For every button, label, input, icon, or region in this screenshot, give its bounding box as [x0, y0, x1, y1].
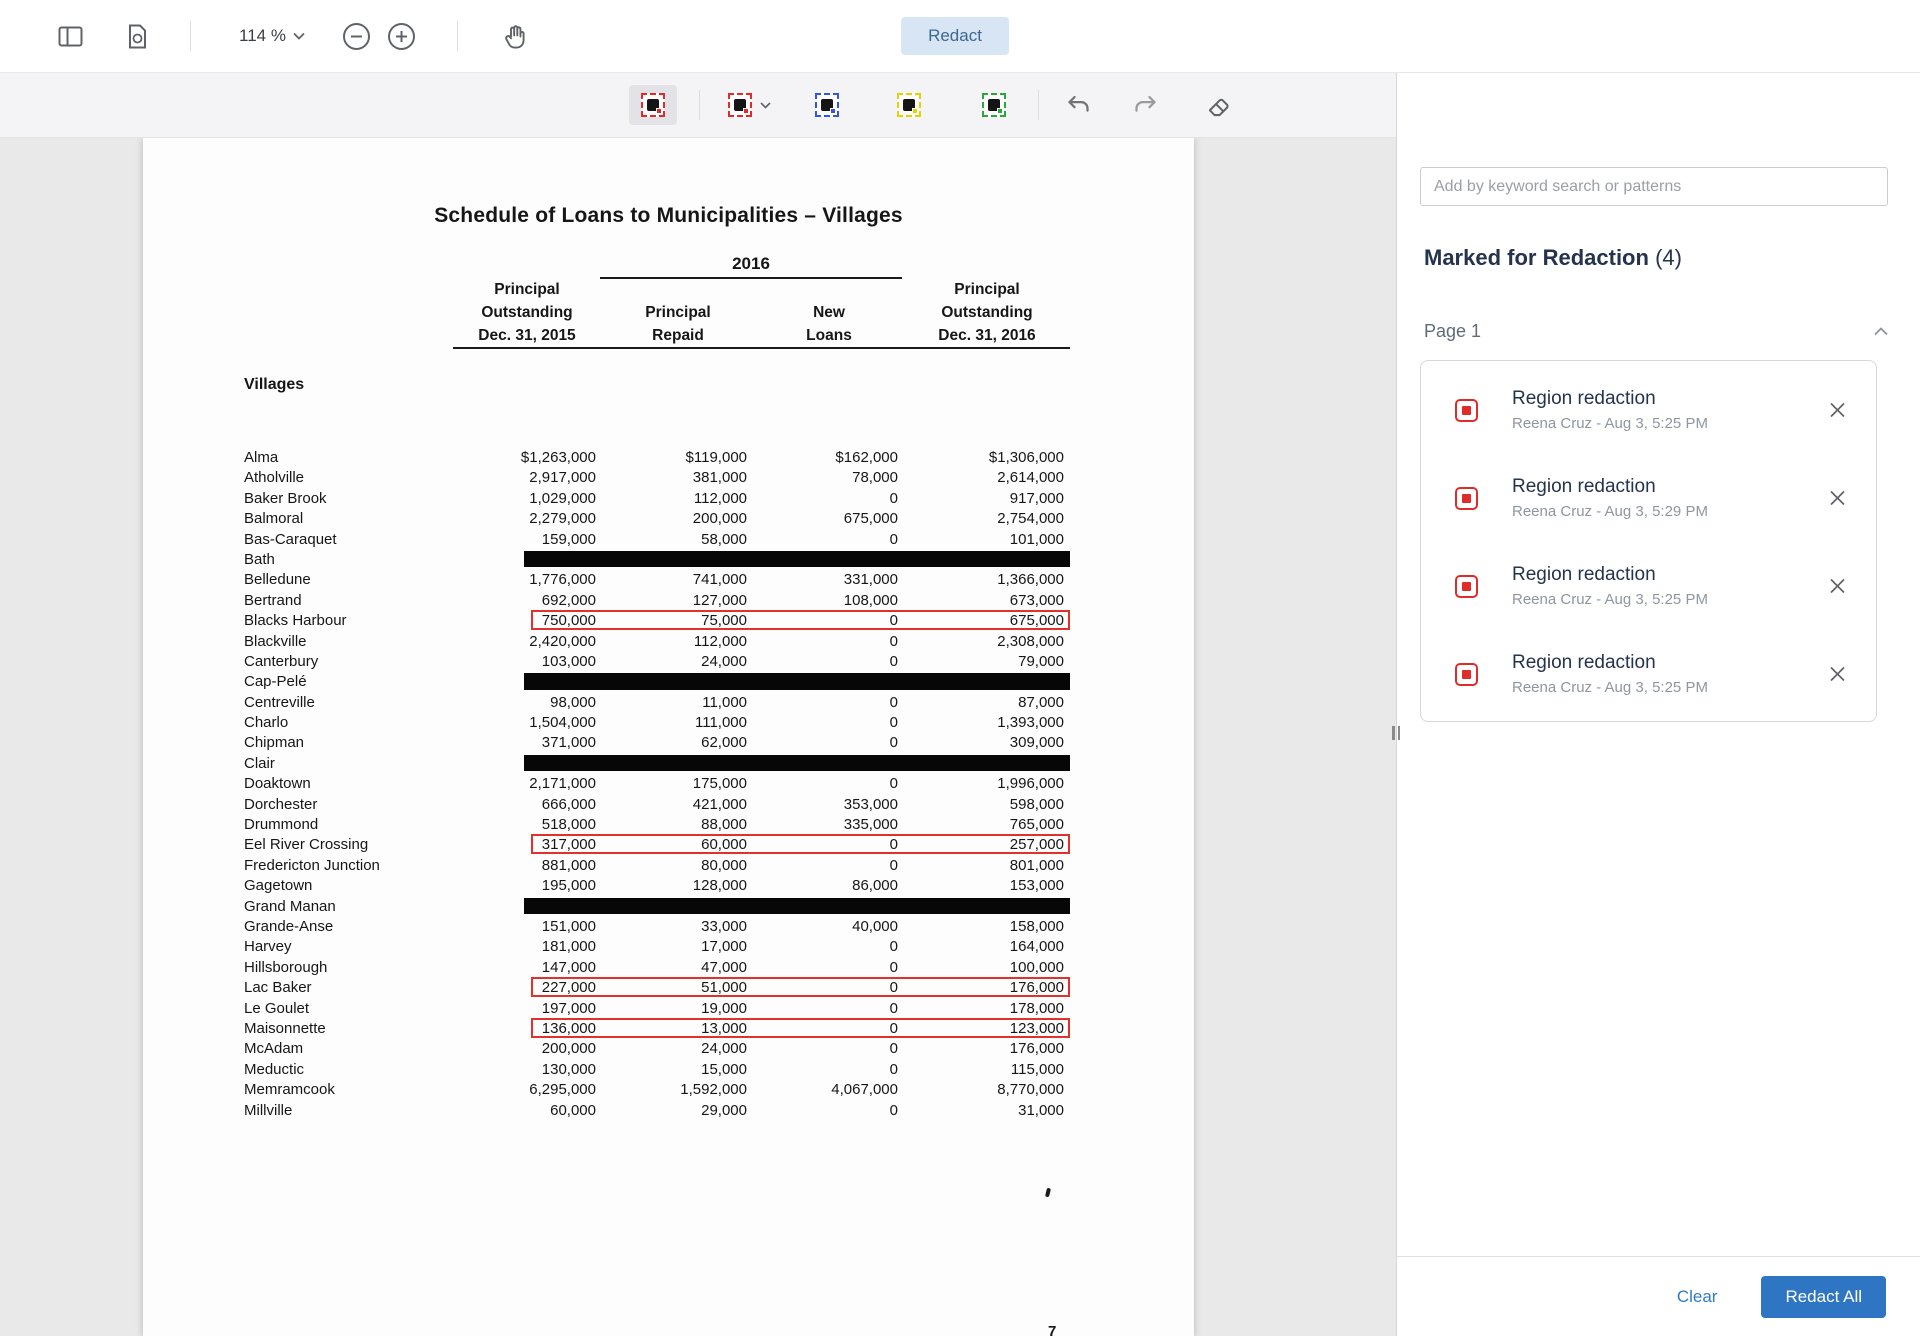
redaction-list-item[interactable]	[1421, 542, 1876, 630]
page-number: 7	[1048, 1323, 1057, 1336]
village-name: Eel River Crossing	[244, 836, 369, 854]
village-name: Gagetown	[244, 877, 313, 895]
village-name: Grande-Anse	[244, 917, 334, 935]
principal-repaid-value: 60,000	[701, 836, 747, 854]
toolbar-separator	[699, 90, 700, 120]
marked-count: (4)	[1655, 245, 1682, 270]
close-icon	[1829, 402, 1846, 419]
region-redaction-icon	[1455, 575, 1478, 598]
principal-repaid-value: 200,000	[692, 510, 747, 528]
new-loans-value: 353,000	[843, 795, 898, 813]
redaction-bar[interactable]	[524, 551, 1070, 568]
principal-outstanding-2015-value: 692,000	[541, 591, 596, 609]
new-loans-value: 108,000	[843, 591, 898, 609]
table-row[interactable]	[244, 795, 1070, 815]
document-viewer[interactable]	[0, 138, 1396, 1336]
redaction-item-meta: Reena Cruz - Aug 3, 5:29 PM	[1512, 503, 1708, 520]
principal-outstanding-2015-value: 200,000	[541, 1040, 596, 1058]
principal-repaid-value: 58,000	[701, 530, 747, 548]
column-header-outstanding-2016: Principal Outstanding Dec. 31, 2016	[938, 281, 1036, 344]
principal-repaid-value: 19,000	[701, 999, 747, 1017]
undo-button[interactable]	[1065, 92, 1092, 119]
principal-outstanding-2016-value: 178,000	[1009, 999, 1064, 1017]
column-header-principal-repaid: Principal Repaid	[645, 304, 711, 344]
village-name: Meductic	[244, 1060, 305, 1078]
redaction-item-title: Region redaction	[1512, 564, 1656, 585]
village-name: Millville	[244, 1101, 293, 1119]
chevron-down-icon	[760, 102, 771, 109]
table-row[interactable]	[244, 999, 1070, 1019]
principal-outstanding-2015-value: 2,420,000	[529, 632, 596, 650]
close-icon	[1829, 490, 1846, 507]
principal-outstanding-2015-value: 195,000	[541, 877, 596, 895]
new-loans-value: 0	[889, 1060, 898, 1078]
village-name: Le Goulet	[244, 999, 310, 1017]
principal-outstanding-2016-value: 2,308,000	[997, 632, 1064, 650]
new-loans-value: 0	[889, 775, 898, 793]
principal-outstanding-2016-value: 100,000	[1009, 958, 1064, 976]
document-page[interactable]	[143, 138, 1194, 1336]
new-loans-value: 0	[889, 632, 898, 650]
village-name: Atholville	[244, 469, 305, 487]
principal-outstanding-2016-value: 153,000	[1009, 877, 1064, 895]
new-loans-value: 4,067,000	[831, 1081, 898, 1099]
principal-repaid-value: 421,000	[692, 795, 747, 813]
page-view-icon[interactable]	[127, 24, 148, 49]
table-row[interactable]	[244, 1060, 1070, 1080]
redact-mode-button[interactable]: Redact	[901, 17, 1009, 55]
remove-redaction-button[interactable]	[1829, 490, 1846, 507]
principal-outstanding-2015-value: 518,000	[541, 816, 596, 834]
principal-repaid-value: 24,000	[701, 1040, 747, 1058]
toolbar-separator	[190, 21, 191, 51]
remove-redaction-button[interactable]	[1829, 666, 1846, 683]
column-header-new-loans: New Loans	[806, 304, 852, 344]
page-group-label: Page 1	[1424, 321, 1482, 341]
principal-outstanding-2016-value: 31,000	[1018, 1101, 1064, 1119]
region-redaction-icon	[1455, 663, 1478, 686]
redact-style-red-dropdown-button[interactable]	[728, 93, 771, 117]
village-name: Bath	[244, 550, 275, 568]
principal-outstanding-2015-value: 147,000	[541, 958, 596, 976]
table-row[interactable]	[244, 652, 1070, 672]
principal-outstanding-2016-value: 79,000	[1018, 652, 1064, 670]
principal-repaid-value: 13,000	[701, 1019, 747, 1037]
principal-repaid-value: 741,000	[692, 571, 747, 589]
redact-mark-blue-icon	[815, 93, 839, 117]
principal-outstanding-2015-value: 881,000	[541, 856, 596, 874]
principal-outstanding-2016-value: 309,000	[1009, 734, 1064, 752]
new-loans-value: $162,000	[835, 449, 898, 466]
zoom-level-value: 114 %	[239, 26, 286, 45]
table-row[interactable]	[244, 611, 1070, 631]
principal-outstanding-2016-value: 598,000	[1009, 795, 1064, 813]
principal-outstanding-2015-value: 151,000	[541, 917, 596, 935]
toolbar-separator	[1038, 90, 1039, 120]
redact-style-blue-button[interactable]	[815, 93, 839, 117]
page-group-header[interactable]	[1424, 321, 1888, 342]
principal-repaid-value: 17,000	[701, 938, 747, 956]
principal-repaid-value: $119,000	[685, 449, 747, 466]
table-row[interactable]	[244, 754, 1070, 774]
new-loans-value: 0	[889, 999, 898, 1017]
principal-repaid-value: 62,000	[701, 734, 747, 752]
principal-outstanding-2016-value: 765,000	[1009, 816, 1064, 834]
close-icon	[1829, 578, 1846, 595]
sidebar-footer	[1397, 1256, 1920, 1336]
year-header: 2016	[600, 254, 902, 279]
principal-outstanding-2015-value: 2,279,000	[529, 510, 596, 528]
principal-outstanding-2015-value: 2,171,000	[529, 775, 596, 793]
principal-outstanding-2016-value: 801,000	[1009, 856, 1064, 874]
table-row[interactable]	[244, 550, 1070, 570]
redact-mark-red-icon	[728, 93, 752, 117]
village-name: Clair	[244, 754, 275, 772]
principal-outstanding-2016-value: 673,000	[1009, 591, 1064, 609]
principal-outstanding-2015-value: 159,000	[541, 530, 596, 548]
table-row[interactable]	[244, 1019, 1070, 1039]
village-name: Grand Manan	[244, 897, 336, 915]
new-loans-value: 331,000	[843, 571, 898, 589]
table-row[interactable]	[244, 1101, 1070, 1121]
new-loans-value: 0	[889, 1101, 898, 1119]
new-loans-value: 0	[889, 979, 898, 997]
principal-outstanding-2016-value: 123,000	[1009, 1019, 1064, 1037]
principal-repaid-value: 80,000	[701, 856, 747, 874]
redact-style-green-button[interactable]	[982, 93, 1006, 117]
principal-outstanding-2015-value: 6,295,000	[529, 1081, 596, 1099]
new-loans-value: 0	[889, 652, 898, 670]
table-row[interactable]	[244, 591, 1070, 611]
principal-repaid-value: 111,000	[695, 714, 747, 732]
village-name: Lac Baker	[244, 979, 312, 997]
principal-outstanding-2015-value: 371,000	[541, 734, 596, 752]
principal-outstanding-2016-value: 158,000	[1009, 917, 1064, 935]
zoom-in-button[interactable]	[388, 23, 415, 50]
redaction-outline[interactable]	[531, 834, 1070, 854]
table-row[interactable]	[244, 774, 1070, 794]
table-row[interactable]	[244, 876, 1070, 896]
principal-outstanding-2015-value: 98,000	[550, 693, 596, 711]
redaction-bar[interactable]	[524, 755, 1070, 772]
redo-button[interactable]	[1132, 92, 1159, 119]
table-row[interactable]	[244, 733, 1070, 753]
new-loans-value: 335,000	[843, 816, 898, 834]
new-loans-value: 0	[889, 836, 898, 854]
village-name: Baker Brook	[244, 489, 327, 507]
redact-style-red-selected-button[interactable]	[629, 85, 677, 125]
redaction-item-title: Region redaction	[1512, 388, 1656, 409]
chevron-up-icon	[1874, 327, 1888, 336]
table-row[interactable]	[244, 1039, 1070, 1059]
village-name: Bertrand	[244, 591, 302, 609]
table-row[interactable]	[244, 713, 1070, 733]
village-name: Canterbury	[244, 652, 319, 670]
principal-repaid-value: 15,000	[701, 1060, 747, 1078]
redaction-sidebar	[1397, 73, 1920, 1336]
principal-outstanding-2016-value: 1,393,000	[997, 714, 1064, 732]
eraser-icon	[1205, 92, 1232, 119]
table-row[interactable]	[244, 509, 1070, 529]
region-redaction-icon	[1455, 487, 1478, 510]
principal-outstanding-2016-value: 176,000	[1009, 979, 1064, 997]
principal-repaid-value: 112,000	[693, 489, 747, 507]
redaction-toolbar	[0, 73, 1396, 138]
new-loans-value: 0	[889, 714, 898, 732]
new-loans-value: 0	[889, 958, 898, 976]
principal-repaid-value: 24,000	[701, 652, 747, 670]
principal-outstanding-2016-value: 675,000	[1009, 612, 1064, 630]
principal-outstanding-2016-value: 176,000	[1009, 1040, 1064, 1058]
new-loans-value: 0	[889, 938, 898, 956]
table-row[interactable]	[244, 815, 1070, 835]
village-name: McAdam	[244, 1040, 304, 1058]
eraser-button[interactable]	[1205, 92, 1232, 119]
redaction-list	[1420, 360, 1877, 722]
remove-redaction-button[interactable]	[1829, 402, 1846, 419]
redact-style-yellow-button[interactable]	[897, 93, 921, 117]
new-loans-value: 0	[889, 734, 898, 752]
redaction-bar[interactable]	[524, 898, 1070, 915]
principal-repaid-value: 1,592,000	[680, 1081, 747, 1099]
top-toolbar	[0, 0, 1920, 73]
principal-outstanding-2015-value: 197,000	[541, 999, 596, 1017]
principal-outstanding-2015-value: 130,000	[541, 1060, 596, 1078]
scan-artifact	[1045, 1188, 1051, 1198]
new-loans-value: 0	[889, 530, 898, 548]
principal-outstanding-2016-value: 101,000	[1009, 530, 1064, 548]
redaction-item-title: Region redaction	[1512, 652, 1656, 673]
redaction-item-meta: Reena Cruz - Aug 3, 5:25 PM	[1512, 415, 1708, 432]
village-name: Doaktown	[244, 775, 311, 793]
table-row[interactable]	[244, 632, 1070, 652]
marked-title-text: Marked for Redaction	[1424, 245, 1649, 270]
new-loans-value: 78,000	[852, 469, 898, 487]
table-row[interactable]	[244, 570, 1070, 590]
principal-outstanding-2016-value: 115,000	[1010, 1060, 1064, 1078]
village-name: Memramcook	[244, 1081, 335, 1099]
table-row[interactable]	[244, 468, 1070, 488]
principal-outstanding-2016-value: 917,000	[1009, 489, 1064, 507]
new-loans-value: 0	[889, 1019, 898, 1037]
clear-button[interactable]: Clear	[1676, 1286, 1718, 1306]
table-row[interactable]	[244, 1080, 1070, 1100]
principal-outstanding-2016-value: 87,000	[1018, 693, 1064, 711]
principal-repaid-value: 33,000	[701, 917, 747, 935]
principal-outstanding-2015-value: 60,000	[550, 1101, 596, 1119]
principal-outstanding-2015-value: 181,000	[541, 938, 596, 956]
village-name: Alma	[244, 449, 279, 466]
principal-repaid-value: 47,000	[701, 958, 747, 976]
close-icon	[1829, 666, 1846, 683]
principal-outstanding-2015-value: 1,504,000	[529, 714, 596, 732]
principal-repaid-value: 128,000	[692, 877, 747, 895]
principal-outstanding-2015-value: 136,000	[541, 1019, 596, 1037]
table-row[interactable]	[244, 672, 1070, 692]
new-loans-value: 675,000	[843, 510, 898, 528]
table-row[interactable]	[244, 530, 1070, 550]
column-header-outstanding-2015: Principal Outstanding Dec. 31, 2015	[478, 281, 576, 344]
village-name: Blackville	[244, 632, 307, 650]
redaction-outline[interactable]	[531, 1018, 1070, 1038]
principal-outstanding-2015-value: 2,917,000	[529, 469, 596, 487]
region-redaction-icon	[1455, 399, 1478, 422]
table-row[interactable]	[244, 897, 1070, 917]
redaction-list-item[interactable]	[1421, 366, 1876, 454]
village-name: Maisonnette	[244, 1019, 326, 1037]
redact-all-button[interactable]: Redact All	[1761, 1276, 1886, 1318]
principal-outstanding-2016-value: 1,996,000	[997, 775, 1064, 793]
principal-repaid-value: 88,000	[701, 816, 747, 834]
redact-mark-red-icon	[641, 93, 665, 117]
principal-outstanding-2015-value: 666,000	[541, 795, 596, 813]
table-row[interactable]	[244, 693, 1070, 713]
redaction-list-item[interactable]	[1421, 630, 1876, 718]
new-loans-value: 40,000	[852, 917, 898, 935]
redact-mark-green-icon	[982, 93, 1006, 117]
redo-icon	[1132, 92, 1159, 119]
village-name: Belledune	[244, 571, 311, 589]
table-row[interactable]	[244, 835, 1070, 855]
table-row[interactable]	[244, 978, 1070, 998]
table-row[interactable]	[244, 937, 1070, 957]
redaction-item-meta: Reena Cruz - Aug 3, 5:25 PM	[1512, 591, 1708, 608]
principal-outstanding-2015-value: 227,000	[541, 979, 596, 997]
principal-outstanding-2015-value: 1,776,000	[529, 571, 596, 589]
principal-repaid-value: 51,000	[701, 979, 747, 997]
table-row[interactable]	[244, 489, 1070, 509]
village-name: Blacks Harbour	[244, 612, 347, 630]
principal-outstanding-2016-value: 164,000	[1009, 938, 1064, 956]
village-name: Bas-Caraquet	[244, 530, 337, 548]
redaction-outline[interactable]	[531, 977, 1070, 997]
redaction-bar[interactable]	[524, 673, 1070, 690]
village-name: Dorchester	[244, 795, 318, 813]
new-loans-value: 0	[889, 856, 898, 874]
principal-outstanding-2015-value: $1,263,000	[520, 449, 596, 466]
toolbar-separator	[457, 21, 458, 51]
principal-repaid-value: 112,000	[693, 632, 747, 650]
principal-outstanding-2015-value: 750,000	[541, 612, 596, 630]
new-loans-value: 0	[889, 489, 898, 507]
village-name: Chipman	[244, 734, 305, 752]
redaction-item-title: Region redaction	[1512, 476, 1656, 497]
village-name: Charlo	[244, 714, 289, 732]
principal-repaid-value: 75,000	[701, 612, 747, 630]
redaction-item-meta: Reena Cruz - Aug 3, 5:25 PM	[1512, 679, 1708, 696]
zoom-out-button[interactable]	[343, 23, 370, 50]
zoom-level-dropdown[interactable]	[239, 26, 305, 46]
village-name: Cap-Pelé	[244, 673, 307, 691]
keyword-search-input[interactable]	[1420, 167, 1888, 206]
redaction-outline[interactable]	[531, 610, 1070, 630]
redact-mark-yellow-icon	[897, 93, 921, 117]
section-label: Villages	[244, 376, 305, 393]
new-loans-value: 86,000	[852, 877, 898, 895]
marked-for-redaction-title	[1424, 245, 1682, 271]
table-row[interactable]	[244, 917, 1070, 937]
panel-resize-handle[interactable]	[1388, 722, 1404, 744]
header-rule	[453, 347, 1070, 349]
principal-repaid-value: 175,000	[692, 775, 747, 793]
principal-repaid-value: 381,000	[692, 469, 747, 487]
village-name: Harvey	[244, 938, 292, 956]
table-row[interactable]	[244, 856, 1070, 876]
principal-repaid-value: 11,000	[702, 693, 747, 711]
principal-outstanding-2016-value: 8,770,000	[997, 1081, 1064, 1099]
new-loans-value: 0	[889, 612, 898, 630]
principal-outstanding-2015-value: 317,000	[541, 836, 596, 854]
village-name: Centreville	[244, 693, 315, 711]
principal-outstanding-2016-value: 2,614,000	[997, 469, 1064, 487]
redaction-list-item[interactable]	[1421, 454, 1876, 542]
principal-outstanding-2015-value: 1,029,000	[529, 489, 596, 507]
new-loans-value: 0	[889, 693, 898, 711]
principal-outstanding-2016-value: 257,000	[1009, 836, 1064, 854]
village-name: Hillsborough	[244, 958, 328, 976]
principal-repaid-value: 127,000	[692, 591, 747, 609]
principal-outstanding-2016-value: 1,366,000	[997, 571, 1064, 589]
new-loans-value: 0	[889, 1040, 898, 1058]
loan-rows	[244, 448, 1070, 1121]
principal-repaid-value: 29,000	[701, 1101, 747, 1119]
table-row[interactable]	[244, 448, 1070, 468]
principal-outstanding-2016-value: 2,754,000	[997, 510, 1064, 528]
remove-redaction-button[interactable]	[1829, 578, 1846, 595]
sidebar-toggle-icon[interactable]	[58, 26, 83, 47]
principal-outstanding-2015-value: 103,000	[541, 652, 596, 670]
principal-outstanding-2016-value: $1,306,000	[988, 449, 1064, 466]
chevron-down-icon	[293, 32, 305, 40]
village-name: Fredericton Junction	[244, 856, 380, 874]
village-name: Drummond	[244, 816, 319, 834]
table-row[interactable]	[244, 958, 1070, 978]
hand-pan-tool-icon[interactable]	[502, 23, 529, 50]
undo-icon	[1065, 92, 1092, 119]
document-title: Schedule of Loans to Municipalities – Villages	[434, 204, 903, 227]
village-name: Balmoral	[244, 510, 304, 528]
